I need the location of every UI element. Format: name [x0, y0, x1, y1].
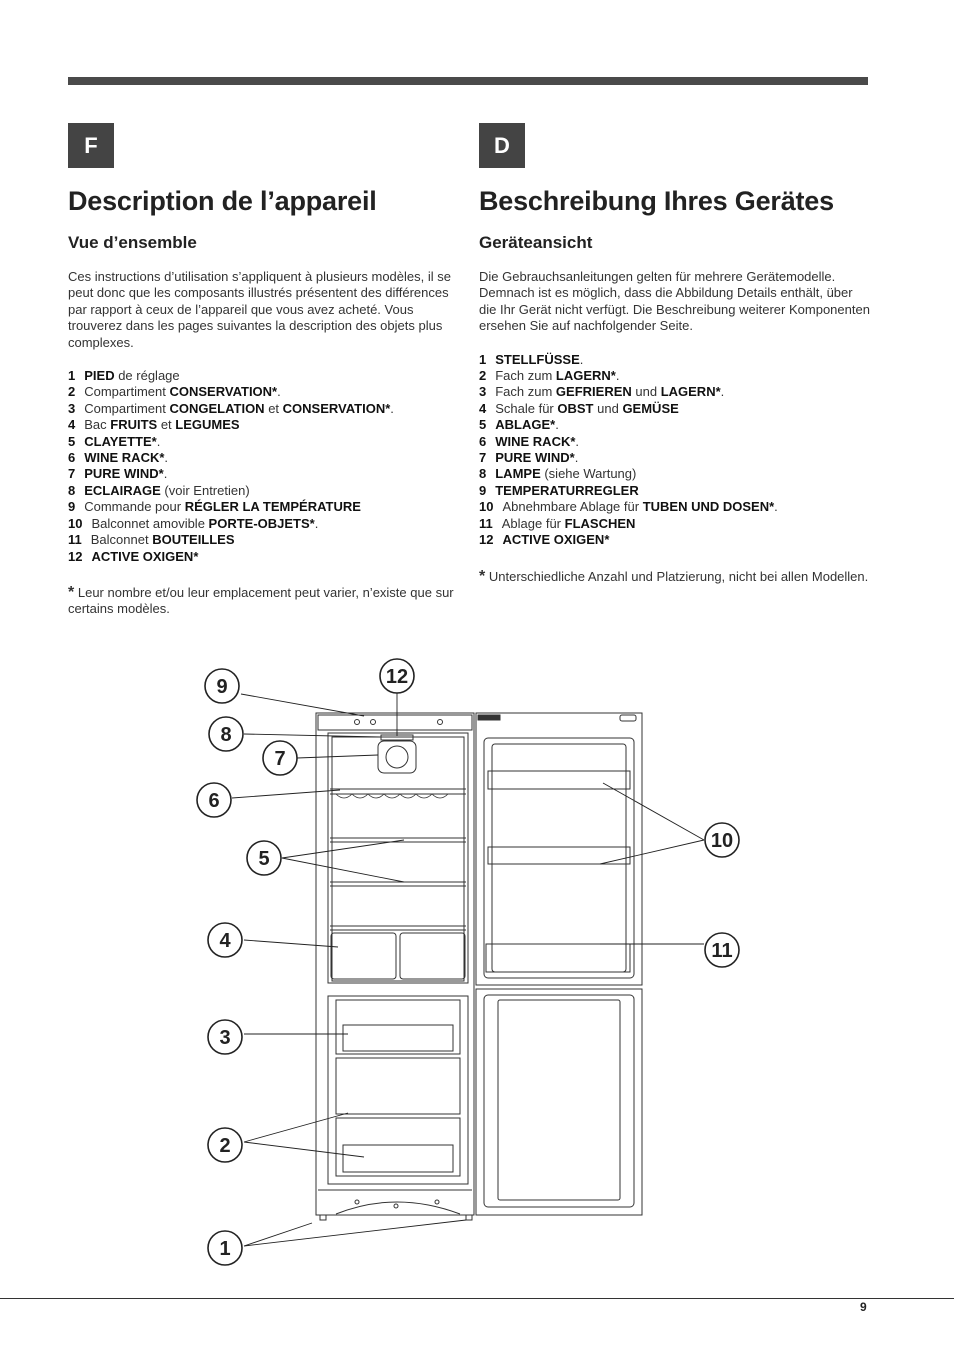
header-rule — [68, 77, 868, 85]
item-number: 12 — [68, 548, 83, 564]
item-text: . — [720, 384, 725, 400]
item-text: WINE RACK* — [84, 450, 165, 466]
item-text: LAMPE — [495, 466, 541, 482]
callout-label: 8 — [220, 724, 232, 746]
french-note-star: * — [68, 583, 75, 601]
callout-label: 11 — [711, 940, 733, 962]
parts-list-item — [479, 516, 871, 532]
item-number: 1 — [68, 368, 76, 384]
parts-list-item — [68, 368, 460, 384]
parts-list-item — [479, 499, 871, 515]
parts-list-item — [68, 483, 460, 499]
fridge-compartment — [328, 733, 468, 983]
item-number: 10 — [68, 515, 83, 531]
item-text: CLAYETTE* — [84, 433, 157, 449]
glass-shelf — [330, 882, 466, 886]
item-text: ABLAGE* — [495, 417, 556, 433]
callout-label: 3 — [219, 1027, 231, 1049]
item-number: 12 — [479, 532, 494, 548]
callout-6 — [197, 783, 231, 817]
item-number: 6 — [479, 433, 487, 449]
fridge-diagram — [0, 650, 954, 1290]
item-text: Abnehmbare Ablage für — [502, 499, 643, 515]
parts-list-item — [479, 417, 871, 433]
freezer-compartment — [328, 996, 468, 1184]
item-text: Balconnet amovible — [91, 515, 209, 531]
item-text: . — [774, 499, 778, 515]
callout-8 — [209, 717, 243, 751]
item-text: und — [593, 400, 623, 416]
glass-shelf — [330, 926, 466, 930]
german-note-star: * — [479, 567, 486, 585]
callout-label: 5 — [258, 848, 270, 870]
item-text: Fach zum — [495, 368, 556, 384]
callout-label: 4 — [219, 930, 231, 952]
item-number: 10 — [479, 499, 494, 515]
parts-list-item — [479, 352, 871, 368]
item-number: 1 — [479, 351, 487, 367]
german-parts-list — [479, 352, 871, 549]
item-text: CONGELATION — [169, 400, 265, 416]
french-column — [68, 186, 460, 618]
item-text: . — [163, 466, 168, 482]
parts-list-item — [68, 499, 460, 515]
item-number: 3 — [479, 384, 487, 400]
item-text: (voir Entretien) — [160, 482, 250, 498]
parts-list-item — [479, 401, 871, 417]
item-text: . — [575, 433, 580, 449]
item-text: RÉGLER LA TEMPÉRATURE — [184, 499, 361, 515]
callout-3 — [208, 1020, 242, 1054]
callout-12 — [380, 659, 414, 693]
callout-2 — [208, 1128, 242, 1162]
parts-list-item — [68, 401, 460, 417]
item-text: WINE RACK* — [495, 433, 576, 449]
callout-9 — [205, 669, 239, 703]
item-text: . — [277, 384, 281, 400]
item-number: 7 — [479, 450, 487, 466]
item-text: . — [164, 450, 169, 466]
callout-label: 6 — [208, 790, 220, 812]
parts-list-item — [479, 532, 871, 548]
cabinet-outline — [316, 713, 474, 1215]
item-number: 5 — [479, 417, 487, 433]
glass-shelf — [330, 838, 466, 842]
control-panel — [318, 715, 472, 730]
item-text: Bac — [84, 417, 111, 433]
item-text: LAGERN* — [555, 368, 616, 384]
item-number: 11 — [68, 532, 82, 548]
item-text: LAGERN* — [660, 384, 721, 400]
callout-1 — [208, 1231, 242, 1265]
french-subtitle: Vue d’ensemble — [68, 233, 197, 252]
item-text: PURE WIND* — [495, 450, 575, 466]
parts-list-item — [68, 434, 460, 450]
item-text: BOUTEILLES — [152, 532, 235, 548]
item-number: 11 — [479, 515, 493, 531]
parts-list-item — [479, 384, 871, 400]
item-text: CONSERVATION* — [282, 400, 391, 416]
item-text: FLASCHEN — [564, 515, 636, 531]
door-balcony — [488, 847, 630, 864]
control-knob-icon — [355, 720, 360, 725]
parts-list-item — [68, 516, 460, 532]
item-text: . — [615, 368, 620, 384]
item-number: 2 — [68, 384, 76, 400]
german-note — [479, 569, 871, 585]
parts-list-item — [68, 417, 460, 433]
crisper-drawer-left — [331, 933, 396, 979]
parts-list-item — [479, 466, 871, 482]
item-text: OBST — [557, 400, 594, 416]
page-number: 9 — [860, 1300, 867, 1314]
item-text: . — [574, 450, 579, 466]
callout-10 — [705, 823, 739, 857]
french-note-text: Leur nombre et/ou leur emplacement peut varier, n’existe que sur certains modèles. — [68, 584, 454, 617]
item-text: TEMPERATURREGLER — [495, 482, 639, 498]
parts-list-item — [68, 450, 460, 466]
item-number: 4 — [68, 417, 76, 433]
item-text: et — [264, 400, 283, 416]
item-text: (siehe Wartung) — [540, 466, 637, 482]
item-text: ECLAIRAGE — [84, 482, 161, 498]
door-handle — [478, 715, 500, 720]
item-number: 8 — [68, 482, 76, 498]
callout-label: 2 — [219, 1135, 231, 1157]
parts-list-item — [68, 549, 460, 565]
item-text: Compartiment — [84, 400, 170, 416]
item-text: . — [555, 417, 559, 433]
footer-rule — [0, 1298, 954, 1299]
item-text: Commande pour — [84, 499, 185, 515]
wine-rack-shelf — [330, 789, 466, 794]
item-text: Balconnet — [90, 532, 153, 548]
french-intro: Ces instructions d’utilisation s’appliquent à plusieurs modèles, il se peut donc que les composants illustrés présentent des différences par rapport à ceux de l’appareil que vous avez acheté. Vous trouverez dans les pages suivantes la description des objets plus complexes. — [68, 269, 451, 350]
french-parts-list — [68, 368, 460, 565]
item-text: PURE WIND* — [84, 466, 164, 482]
parts-list-item — [68, 532, 460, 548]
freezer-drawer — [343, 1025, 453, 1051]
callout-label: 10 — [710, 830, 734, 852]
callout-5 — [247, 841, 281, 875]
callout-label: 12 — [385, 666, 409, 688]
item-text: Fach zum — [495, 384, 556, 400]
german-column — [479, 186, 871, 585]
item-text: . — [390, 400, 394, 416]
adjustable-foot — [466, 1215, 472, 1220]
parts-list-item — [68, 384, 460, 400]
language-badge-french: F — [68, 123, 114, 168]
crisper-drawer-right — [400, 933, 465, 979]
parts-list-item — [479, 368, 871, 384]
item-text: GEMÜSE — [622, 400, 679, 416]
item-number: 2 — [479, 368, 487, 384]
item-text: Schale für — [495, 400, 558, 416]
item-number: 9 — [68, 499, 76, 515]
item-text: FRUITS — [110, 417, 158, 433]
item-number: 8 — [479, 466, 487, 482]
item-number: 5 — [68, 433, 76, 449]
item-text: LEGUMES — [175, 417, 240, 433]
item-text: et — [157, 417, 176, 433]
item-number: 7 — [68, 466, 76, 482]
fan-icon — [386, 746, 408, 768]
callout-label: 7 — [274, 748, 286, 770]
item-text: ACTIVE OXIGEN* — [502, 532, 610, 548]
item-text: TUBEN UND DOSEN* — [642, 499, 775, 515]
item-number: 6 — [68, 450, 76, 466]
parts-list-item — [68, 466, 460, 482]
callout-label: 9 — [216, 676, 228, 698]
item-text: CONSERVATION* — [169, 384, 278, 400]
item-text: Ablage für — [501, 515, 565, 531]
bottle-balcony — [486, 944, 630, 972]
parts-list-item — [479, 450, 871, 466]
item-number: 9 — [479, 482, 487, 498]
callout-7 — [263, 741, 297, 775]
item-text: und — [631, 384, 661, 400]
freezer-drawer — [343, 1145, 453, 1172]
french-title: Description de l’appareil — [68, 186, 377, 216]
item-text: GEFRIEREN — [555, 384, 632, 400]
callout-4 — [208, 923, 242, 957]
item-text: . — [314, 515, 319, 531]
german-note-text: Unterschiedliche Anzahl und Platzierung, nicht bei allen Modellen. — [488, 568, 869, 584]
item-text: STELLFÜSSE — [495, 351, 580, 367]
item-text: de réglage — [114, 368, 180, 384]
item-number: 3 — [68, 400, 76, 416]
plinth-grille — [336, 1202, 460, 1214]
callout-label: 1 — [219, 1238, 231, 1260]
item-text: PORTE-OBJETS* — [208, 515, 315, 531]
german-intro: Die Gebrauchsanleitungen gelten für mehrere Gerätemodelle. Demnach ist es möglich, dass die Abbildung Details enthält, über die Ihr Gerät nicht verfügt. Die Beschreibung weiterer Komponenten ersehen Sie auf nachfolgender Seite. — [479, 269, 870, 334]
item-text: ACTIVE OXIGEN* — [91, 548, 199, 564]
language-badge-german: D — [479, 123, 525, 168]
item-text: PIED — [84, 368, 115, 384]
german-title: Beschreibung Ihres Gerätes — [479, 186, 834, 216]
french-note — [68, 585, 460, 618]
parts-list-item — [479, 434, 871, 450]
item-text: . — [156, 433, 161, 449]
parts-list-item — [479, 483, 871, 499]
item-text: Compartiment — [84, 384, 170, 400]
freezer-door — [476, 989, 642, 1215]
item-number: 4 — [479, 400, 487, 416]
adjustable-foot — [320, 1215, 326, 1220]
german-subtitle: Geräteansicht — [479, 233, 593, 252]
callout-11 — [705, 933, 739, 967]
item-text: . — [579, 351, 584, 367]
